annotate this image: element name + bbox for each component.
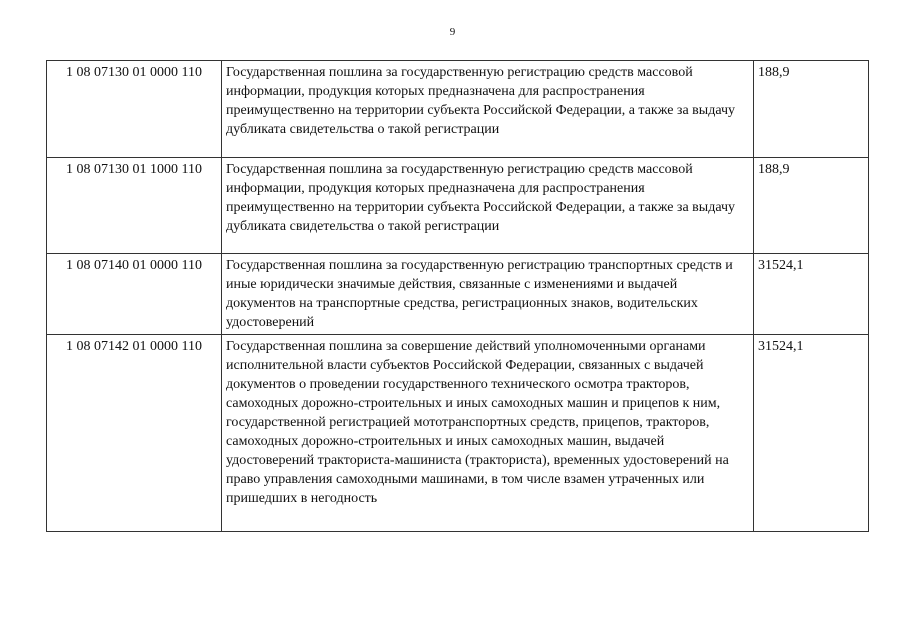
amount-cell: 31524,1 bbox=[754, 335, 869, 532]
table-row bbox=[47, 61, 869, 158]
table-row bbox=[47, 254, 869, 335]
revenue-table bbox=[46, 60, 869, 532]
description-cell: Государственная пошлина за совершение действий уполномоченными органами исполнительной власти субъектов Российской Федерации, связанных с выдачей документов о проведении государственного технического осмотра тракторов, самоходных дорожно-строительных и иных самоходных машин и прицепов к ним, государственной регистрацией мототранспортных средств, прицепов, тракторов, самоходных дорожно-строительных и иных самоходных машин, выдачей удостоверений тракториста-машиниста (тракториста), временных удостоверений на право управления самоходными машинами, в том числе взамен утраченных или пришедших в негодность bbox=[222, 335, 754, 532]
kbk-code-cell: 1 08 07130 01 1000 110 bbox=[47, 158, 222, 254]
amount-cell: 31524,1 bbox=[754, 254, 869, 335]
description-cell: Государственная пошлина за государственную регистрацию средств массовой информации, продукция которых предназначена для распространения преимущественно на территории субъекта Российской Федерации, а также за выдачу дубликата свидетельства о такой регистрации bbox=[222, 158, 754, 254]
kbk-code-cell: 1 08 07142 01 0000 110 bbox=[47, 335, 222, 532]
kbk-code-cell: 1 08 07140 01 0000 110 bbox=[47, 254, 222, 335]
description-cell: Государственная пошлина за государственную регистрацию транспортных средств и иные юридически значимые действия, связанные с изменениями и выдачей документов на транспортные средства, регистрационных знаков, водительских удостоверений bbox=[222, 254, 754, 335]
table-row bbox=[47, 335, 869, 532]
amount-cell: 188,9 bbox=[754, 158, 869, 254]
kbk-code-cell: 1 08 07130 01 0000 110 bbox=[47, 61, 222, 158]
description-cell: Государственная пошлина за государственную регистрацию средств массовой информации, продукция которых предназначена для распространения преимущественно на территории субъекта Российской Федерации, а также за выдачу дубликата свидетельства о такой регистрации bbox=[222, 61, 754, 158]
table-row bbox=[47, 158, 869, 254]
page-number: 9 bbox=[449, 26, 456, 38]
amount-cell: 188,9 bbox=[754, 61, 869, 158]
